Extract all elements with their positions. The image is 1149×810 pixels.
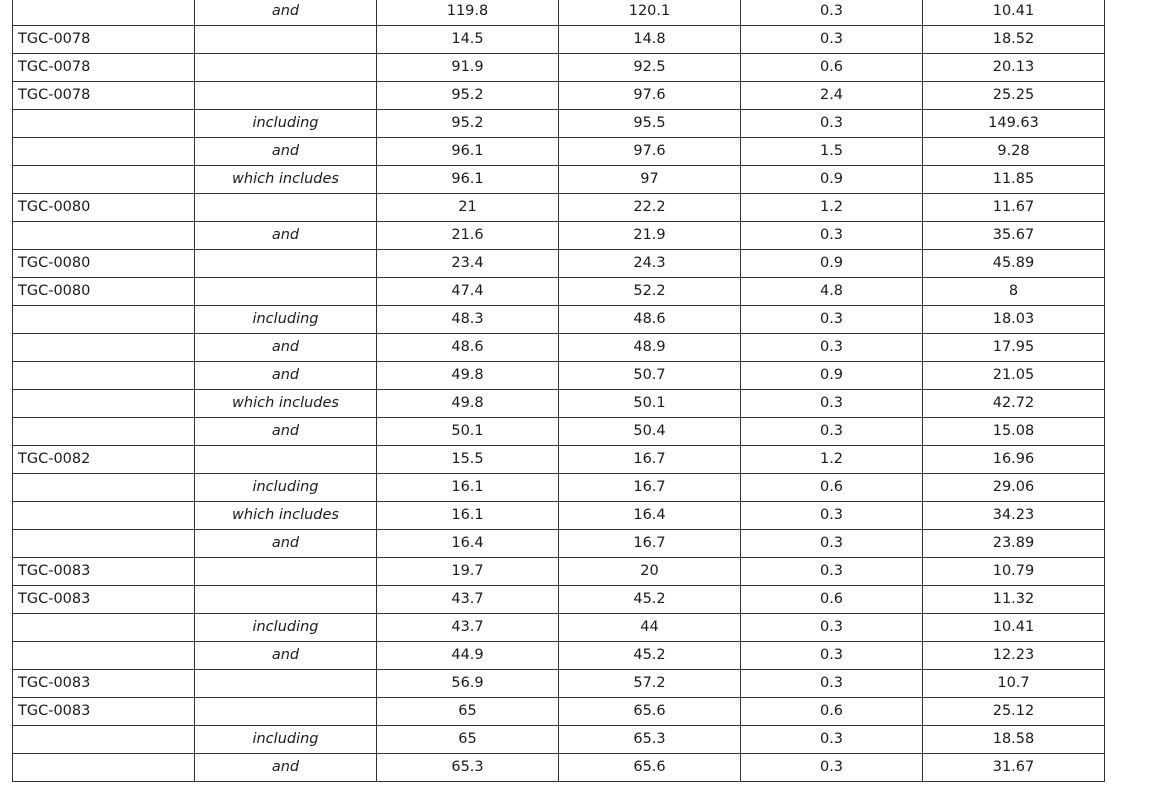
grade-cell: 23.89: [923, 530, 1105, 558]
qualifier-cell: which includes: [195, 166, 377, 194]
qualifier-cell: and: [195, 222, 377, 250]
to-cell: 97.6: [559, 138, 741, 166]
interval-cell: 0.6: [741, 698, 923, 726]
hole-id-cell: [13, 334, 195, 362]
hole-id-cell: TGC-0083: [13, 558, 195, 586]
qualifier-cell: and: [195, 362, 377, 390]
hole-id-cell: TGC-0080: [13, 250, 195, 278]
hole-id-cell: TGC-0080: [13, 194, 195, 222]
qualifier-cell: and: [195, 138, 377, 166]
qualifier-cell: including: [195, 474, 377, 502]
to-cell: 52.2: [559, 278, 741, 306]
qualifier-cell: including: [195, 306, 377, 334]
table-row: [13, 278, 1105, 306]
hole-id-cell: [13, 502, 195, 530]
grade-cell: 18.52: [923, 26, 1105, 54]
to-cell: 44: [559, 614, 741, 642]
grade-cell: 18.58: [923, 726, 1105, 754]
interval-cell: 0.3: [741, 222, 923, 250]
hole-id-cell: TGC-0083: [13, 670, 195, 698]
table-row: [13, 502, 1105, 530]
table-row: [13, 0, 1105, 26]
to-cell: 50.4: [559, 418, 741, 446]
interval-cell: 0.3: [741, 110, 923, 138]
table-row: [13, 334, 1105, 362]
qualifier-cell: [195, 558, 377, 586]
from-cell: 21.6: [377, 222, 559, 250]
to-cell: 22.2: [559, 194, 741, 222]
table-row: [13, 166, 1105, 194]
grade-cell: 17.95: [923, 334, 1105, 362]
from-cell: 47.4: [377, 278, 559, 306]
grade-cell: 9.28: [923, 138, 1105, 166]
table-row: [13, 670, 1105, 698]
table-row: [13, 306, 1105, 334]
drill-results-table-wrapper: [12, 0, 1105, 782]
to-cell: 65.6: [559, 754, 741, 782]
to-cell: 48.9: [559, 334, 741, 362]
from-cell: 49.8: [377, 390, 559, 418]
table-row: [13, 446, 1105, 474]
from-cell: 23.4: [377, 250, 559, 278]
interval-cell: 0.6: [741, 54, 923, 82]
from-cell: 48.6: [377, 334, 559, 362]
grade-cell: 18.03: [923, 306, 1105, 334]
from-cell: 19.7: [377, 558, 559, 586]
interval-cell: 0.3: [741, 306, 923, 334]
table-row: [13, 754, 1105, 782]
to-cell: 16.7: [559, 530, 741, 558]
table-row: [13, 54, 1105, 82]
hole-id-cell: [13, 0, 195, 26]
to-cell: 50.1: [559, 390, 741, 418]
to-cell: 14.8: [559, 26, 741, 54]
from-cell: 21: [377, 194, 559, 222]
to-cell: 16.4: [559, 502, 741, 530]
qualifier-cell: which includes: [195, 502, 377, 530]
qualifier-cell: [195, 698, 377, 726]
to-cell: 48.6: [559, 306, 741, 334]
hole-id-cell: [13, 306, 195, 334]
from-cell: 16.4: [377, 530, 559, 558]
interval-cell: 0.3: [741, 530, 923, 558]
grade-cell: 20.13: [923, 54, 1105, 82]
interval-cell: 0.3: [741, 754, 923, 782]
qualifier-cell: and: [195, 418, 377, 446]
hole-id-cell: TGC-0080: [13, 278, 195, 306]
interval-cell: 0.3: [741, 670, 923, 698]
hole-id-cell: TGC-0082: [13, 446, 195, 474]
grade-cell: 34.23: [923, 502, 1105, 530]
to-cell: 97.6: [559, 82, 741, 110]
from-cell: 49.8: [377, 362, 559, 390]
to-cell: 120.1: [559, 0, 741, 26]
qualifier-cell: [195, 82, 377, 110]
interval-cell: 0.3: [741, 614, 923, 642]
from-cell: 96.1: [377, 166, 559, 194]
table-row: [13, 530, 1105, 558]
interval-cell: 0.6: [741, 474, 923, 502]
hole-id-cell: [13, 754, 195, 782]
to-cell: 65.6: [559, 698, 741, 726]
table-row: [13, 222, 1105, 250]
table-row: [13, 390, 1105, 418]
from-cell: 91.9: [377, 54, 559, 82]
grade-cell: 11.32: [923, 586, 1105, 614]
qualifier-cell: which includes: [195, 390, 377, 418]
hole-id-cell: TGC-0083: [13, 586, 195, 614]
from-cell: 119.8: [377, 0, 559, 26]
to-cell: 24.3: [559, 250, 741, 278]
grade-cell: 10.7: [923, 670, 1105, 698]
table-row: [13, 558, 1105, 586]
qualifier-cell: [195, 446, 377, 474]
qualifier-cell: and: [195, 334, 377, 362]
qualifier-cell: and: [195, 530, 377, 558]
table-row: [13, 642, 1105, 670]
table-row: [13, 726, 1105, 754]
grade-cell: 15.08: [923, 418, 1105, 446]
table-row: [13, 586, 1105, 614]
qualifier-cell: and: [195, 0, 377, 26]
grade-cell: 29.06: [923, 474, 1105, 502]
hole-id-cell: [13, 418, 195, 446]
to-cell: 45.2: [559, 642, 741, 670]
interval-cell: 0.9: [741, 166, 923, 194]
table-body: [13, 0, 1105, 782]
grade-cell: 10.79: [923, 558, 1105, 586]
interval-cell: 0.9: [741, 362, 923, 390]
from-cell: 50.1: [377, 418, 559, 446]
drill-results-table: [12, 0, 1105, 782]
from-cell: 14.5: [377, 26, 559, 54]
interval-cell: 0.3: [741, 726, 923, 754]
hole-id-cell: [13, 362, 195, 390]
table-row: [13, 138, 1105, 166]
grade-cell: 31.67: [923, 754, 1105, 782]
from-cell: 95.2: [377, 110, 559, 138]
grade-cell: 10.41: [923, 614, 1105, 642]
interval-cell: 0.9: [741, 250, 923, 278]
from-cell: 43.7: [377, 586, 559, 614]
interval-cell: 1.2: [741, 194, 923, 222]
from-cell: 44.9: [377, 642, 559, 670]
qualifier-cell: including: [195, 614, 377, 642]
to-cell: 97: [559, 166, 741, 194]
table-row: [13, 362, 1105, 390]
to-cell: 50.7: [559, 362, 741, 390]
interval-cell: 0.6: [741, 586, 923, 614]
table-row: [13, 26, 1105, 54]
grade-cell: 8: [923, 278, 1105, 306]
hole-id-cell: [13, 530, 195, 558]
to-cell: 16.7: [559, 474, 741, 502]
interval-cell: 0.3: [741, 390, 923, 418]
to-cell: 65.3: [559, 726, 741, 754]
qualifier-cell: and: [195, 642, 377, 670]
interval-cell: 1.2: [741, 446, 923, 474]
qualifier-cell: [195, 194, 377, 222]
table-row: [13, 194, 1105, 222]
interval-cell: 1.5: [741, 138, 923, 166]
grade-cell: 42.72: [923, 390, 1105, 418]
qualifier-cell: including: [195, 726, 377, 754]
qualifier-cell: [195, 54, 377, 82]
from-cell: 16.1: [377, 474, 559, 502]
hole-id-cell: [13, 642, 195, 670]
interval-cell: 0.3: [741, 0, 923, 26]
grade-cell: 25.12: [923, 698, 1105, 726]
hole-id-cell: [13, 110, 195, 138]
table-row: [13, 474, 1105, 502]
hole-id-cell: TGC-0078: [13, 26, 195, 54]
qualifier-cell: and: [195, 754, 377, 782]
grade-cell: 10.41: [923, 0, 1105, 26]
grade-cell: 45.89: [923, 250, 1105, 278]
from-cell: 48.3: [377, 306, 559, 334]
qualifier-cell: including: [195, 110, 377, 138]
hole-id-cell: [13, 138, 195, 166]
to-cell: 16.7: [559, 446, 741, 474]
table-row: [13, 614, 1105, 642]
grade-cell: 21.05: [923, 362, 1105, 390]
to-cell: 92.5: [559, 54, 741, 82]
table-row: [13, 82, 1105, 110]
qualifier-cell: [195, 250, 377, 278]
from-cell: 65: [377, 726, 559, 754]
grade-cell: 25.25: [923, 82, 1105, 110]
grade-cell: 12.23: [923, 642, 1105, 670]
interval-cell: 0.3: [741, 334, 923, 362]
from-cell: 96.1: [377, 138, 559, 166]
interval-cell: 0.3: [741, 502, 923, 530]
from-cell: 65.3: [377, 754, 559, 782]
qualifier-cell: [195, 278, 377, 306]
to-cell: 57.2: [559, 670, 741, 698]
to-cell: 45.2: [559, 586, 741, 614]
from-cell: 15.5: [377, 446, 559, 474]
interval-cell: 2.4: [741, 82, 923, 110]
from-cell: 65: [377, 698, 559, 726]
grade-cell: 11.85: [923, 166, 1105, 194]
hole-id-cell: [13, 166, 195, 194]
hole-id-cell: TGC-0083: [13, 698, 195, 726]
interval-cell: 0.3: [741, 642, 923, 670]
grade-cell: 16.96: [923, 446, 1105, 474]
grade-cell: 35.67: [923, 222, 1105, 250]
qualifier-cell: [195, 670, 377, 698]
table-row: [13, 698, 1105, 726]
hole-id-cell: [13, 474, 195, 502]
hole-id-cell: TGC-0078: [13, 54, 195, 82]
qualifier-cell: [195, 586, 377, 614]
interval-cell: 4.8: [741, 278, 923, 306]
interval-cell: 0.3: [741, 26, 923, 54]
interval-cell: 0.3: [741, 558, 923, 586]
from-cell: 16.1: [377, 502, 559, 530]
interval-cell: 0.3: [741, 418, 923, 446]
hole-id-cell: [13, 614, 195, 642]
hole-id-cell: TGC-0078: [13, 82, 195, 110]
grade-cell: 11.67: [923, 194, 1105, 222]
to-cell: 95.5: [559, 110, 741, 138]
from-cell: 43.7: [377, 614, 559, 642]
hole-id-cell: [13, 726, 195, 754]
to-cell: 21.9: [559, 222, 741, 250]
to-cell: 20: [559, 558, 741, 586]
table-row: [13, 418, 1105, 446]
qualifier-cell: [195, 26, 377, 54]
grade-cell: 149.63: [923, 110, 1105, 138]
table-row: [13, 110, 1105, 138]
table-row: [13, 250, 1105, 278]
hole-id-cell: [13, 390, 195, 418]
from-cell: 95.2: [377, 82, 559, 110]
hole-id-cell: [13, 222, 195, 250]
from-cell: 56.9: [377, 670, 559, 698]
